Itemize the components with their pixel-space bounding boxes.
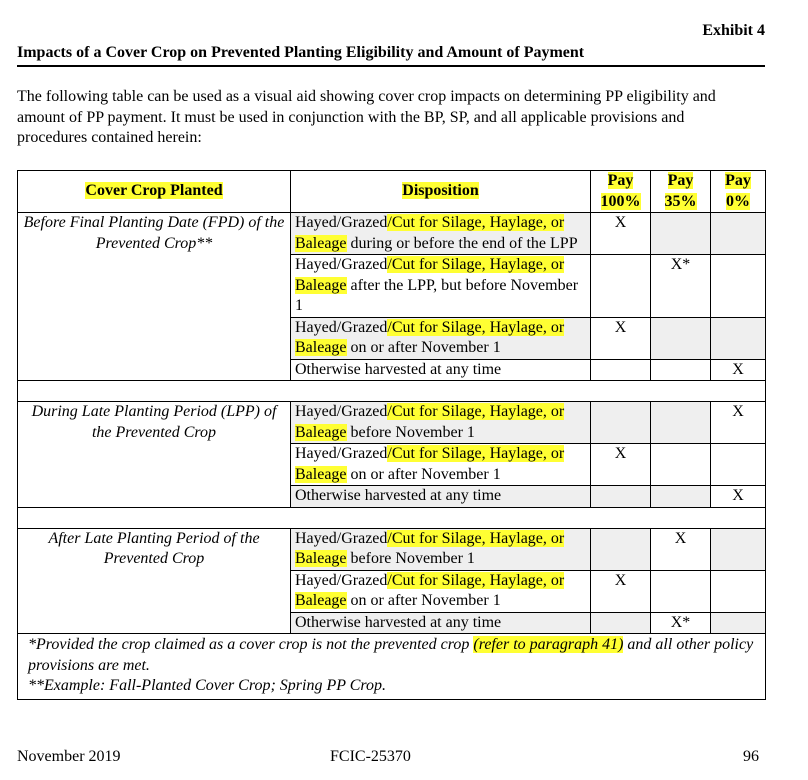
table-row — [18, 528, 766, 570]
mark-pay-35 — [651, 444, 711, 486]
disposition-timing: on or after November 1 — [346, 592, 501, 609]
disposition-cell — [291, 402, 591, 444]
disposition-hayed: Hayed/Grazed — [295, 403, 388, 420]
disposition-cell: Otherwise harvested at any time — [291, 486, 591, 508]
intro-paragraph: The following table can be used as a visual aid showing cover crop impacts on determining PP eligibility and amount of PP payment. It must be used in conjunction with the BP, SP, and all applicable provisions and procedures contained herein: — [17, 88, 716, 146]
disposition-cut-highlight: /Cut for Silage, Haylage, or Baleage — [295, 318, 565, 356]
page-title: Impacts of a Cover Crop on Prevented Planting Eligibility and Amount of Payment — [17, 42, 765, 67]
disposition-cut-highlight: /Cut for Silage, Haylage, or Baleage — [295, 256, 565, 294]
table-body — [18, 213, 766, 700]
disposition-cell — [291, 317, 591, 359]
footnote-provided: *Provided the crop claimed as a cover crop is not the prevented crop (refer to paragraph 41) and all other policy provisions are met. — [28, 636, 754, 674]
mark-pay-0 — [711, 570, 766, 612]
mark-pay-100 — [591, 612, 651, 634]
disposition-timing: during or before the end of the LPP — [346, 234, 578, 252]
disposition-timing: before November 1 — [346, 423, 475, 441]
footer-page-number: 96 — [743, 748, 759, 765]
disposition-cell — [291, 255, 591, 318]
mark-pay-35 — [651, 570, 711, 612]
cover-crop-category: During Late Planting Period (LPP) of the Prevented Crop — [18, 402, 291, 508]
mark-pay-35: X* — [651, 612, 711, 634]
mark-pay-100 — [591, 359, 651, 381]
disposition-hayed: Hayed/Grazed — [295, 318, 388, 336]
disposition-hayed: Hayed/Grazed — [295, 571, 388, 589]
spacer-cell — [18, 507, 766, 528]
notes-cell — [18, 634, 766, 700]
table-header-row — [18, 171, 766, 213]
mark-pay-0 — [711, 612, 766, 634]
mark-pay-100 — [591, 255, 651, 318]
table-row — [18, 402, 766, 444]
footer-date: November 2019 — [17, 748, 121, 765]
mark-pay-100 — [591, 486, 651, 508]
mark-pay-100 — [591, 402, 651, 444]
mark-pay-0 — [711, 255, 766, 318]
disposition-hayed: Hayed/Grazed — [295, 529, 388, 547]
mark-pay-0 — [711, 213, 766, 255]
disposition-hayed: Hayed/Grazed — [295, 256, 388, 273]
mark-pay-100 — [591, 528, 651, 570]
cover-crop-category: After Late Planting Period of the Prevented Crop — [18, 528, 291, 634]
mark-pay-35 — [651, 486, 711, 508]
mark-pay-0 — [711, 444, 766, 486]
mark-pay-0: X — [711, 359, 766, 381]
disposition-hayed: Hayed/Grazed — [295, 214, 388, 231]
group-spacer — [18, 507, 766, 528]
mark-pay-0 — [711, 528, 766, 570]
disposition-cell — [291, 444, 591, 486]
mark-pay-35 — [651, 213, 711, 255]
disposition-cut-highlight: /Cut for Silage, Haylage, or Baleage — [295, 214, 565, 252]
header-pay-35: Pay 35% — [651, 171, 711, 213]
mark-pay-0 — [711, 317, 766, 359]
disposition-cell — [291, 528, 591, 570]
disposition-cell: Otherwise harvested at any time — [291, 612, 591, 634]
disposition-cut-highlight: /Cut for Silage, Haylage, or Baleage — [295, 445, 565, 483]
mark-pay-35: X — [651, 528, 711, 570]
mark-pay-35 — [651, 359, 711, 381]
disposition-timing: before November 1 — [346, 550, 475, 567]
disposition-timing: on or after November 1 — [346, 465, 501, 483]
header-pay-0: Pay 0% — [711, 171, 766, 213]
exhibit-label: Exhibit 4 — [702, 22, 765, 39]
paragraph-reference: (refer to paragraph 41) — [473, 636, 624, 653]
mark-pay-35 — [651, 317, 711, 359]
notes-row — [18, 634, 766, 700]
disposition-timing: on or after November 1 — [346, 339, 501, 356]
mark-pay-35: X* — [651, 255, 711, 318]
footnote-example: **Example: Fall-Planted Cover Crop; Spring PP Crop. — [28, 677, 387, 694]
mark-pay-100: X — [591, 213, 651, 255]
header-cover-crop: Cover Crop Planted — [18, 171, 291, 213]
disposition-cell — [291, 570, 591, 612]
table-row — [18, 213, 766, 255]
mark-pay-0: X — [711, 486, 766, 508]
header-disposition: Disposition — [291, 171, 591, 213]
disposition-hayed: Hayed/Grazed — [295, 445, 388, 462]
mark-pay-100: X — [591, 317, 651, 359]
group-spacer — [18, 381, 766, 402]
disposition-timing: after the LPP, but before November 1 — [295, 276, 579, 314]
disposition-cell: Otherwise harvested at any time — [291, 359, 591, 381]
mark-pay-100: X — [591, 444, 651, 486]
header-pay-100: Pay 100% — [591, 171, 651, 213]
disposition-cell — [291, 213, 591, 255]
footer-form-number: FCIC-25370 — [330, 748, 411, 765]
spacer-cell — [18, 381, 766, 402]
cover-crop-category: Before Final Planting Date (FPD) of the Prevented Crop** — [18, 213, 291, 381]
mark-pay-0: X — [711, 402, 766, 444]
mark-pay-35 — [651, 402, 711, 444]
cover-crop-table — [17, 170, 766, 700]
mark-pay-100: X — [591, 570, 651, 612]
disposition-cut-highlight: /Cut for Silage, Haylage, or Baleage — [295, 529, 565, 567]
disposition-cut-highlight: /Cut for Silage, Haylage, or Baleage — [295, 571, 565, 609]
disposition-cut-highlight: /Cut for Silage, Haylage, or Baleage — [295, 403, 565, 441]
